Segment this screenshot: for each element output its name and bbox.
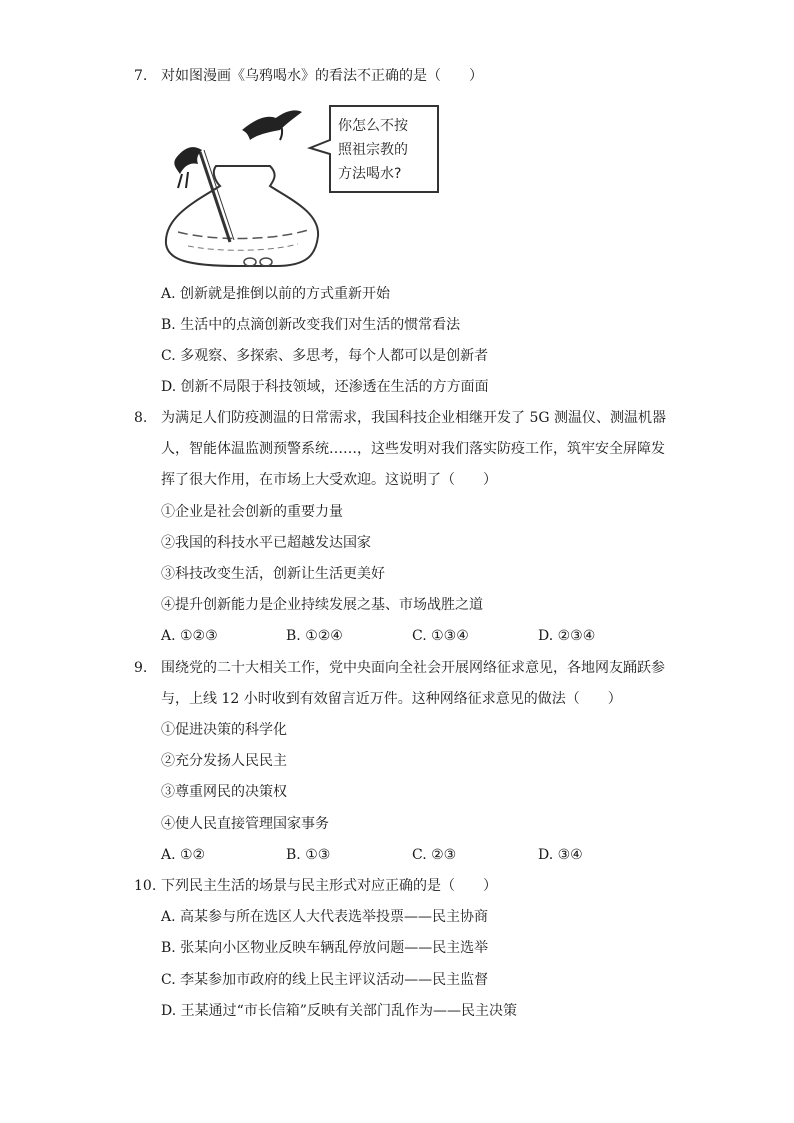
statement-4: ④使人民直接管理国家事务 [161,816,329,832]
choice-a: A. ①② [161,847,206,863]
choice-row [161,845,661,865]
statement-3: ③尊重网民的决策权 [161,784,287,800]
question-number: 7. [134,68,148,84]
statement-4: ④提升创新能力是企业持续发展之基、市场战胜之道 [161,597,483,613]
choice-d: D. ②③④ [538,628,596,644]
choice-d: D. ③④ [538,847,583,863]
option-b: B. 生活中的点滴创新改变我们对生活的惯常看法 [161,317,461,333]
question-stem-line-2: 与，上线 12 小时收到有效留言近万件。这种网络征求意见的做法（ ） [161,691,622,707]
statement-3: ③科技改变生活，创新让生活更美好 [161,566,385,582]
option-a: A. 高某参与所在选区人大代表选举投票——民主协商 [161,909,489,925]
option-c: C. 李某参加市政府的线上民主评议活动——民主监督 [161,972,489,988]
statement-2: ②充分发扬人民民主 [161,753,287,769]
question-stem: 下列民主生活的场景与民主形式对应正确的是（ ） [161,878,497,894]
question-stem-line-2: 人，智能体温监测预警系统……，这些发明对我们落实防疫工作，筑牢安全屏障发 [161,441,665,457]
choice-b: B. ①②④ [286,628,343,644]
question-stem-line-1: 为满足人们防疫测温的日常需求，我国科技企业相继开发了 5G 测温仪、测温机器 [161,410,666,426]
option-c: C. 多观察、多探索、多思考，每个人都可以是创新者 [161,348,489,364]
choice-a: A. ①②③ [161,628,218,644]
question-number: 10. [134,878,157,894]
choice-c: C. ①③④ [412,628,469,644]
bubble-line-1: 你怎么不按 [338,118,408,134]
statement-1: ①促进决策的科学化 [161,722,287,738]
choice-b: B. ①③ [286,847,331,863]
option-d: D. 创新不局限于科技领域，还渗透在生活的方方面面 [161,379,489,395]
statement-1: ①企业是社会创新的重要力量 [161,504,343,520]
bubble-line-3: 方法喝水? [338,166,402,182]
choice-row [161,626,661,646]
question-number: 8. [134,410,148,426]
bubble-line-2: 照祖宗教的 [338,142,408,158]
question-stem-line-3: 挥了很大作用，在市场上大受欢迎。这说明了（ ） [161,472,497,488]
statement-2: ②我国的科技水平已超越发达国家 [161,535,371,551]
option-d: D. 王某通过“市长信箱”反映有关部门乱作为——民主决策 [161,1003,517,1019]
question-number: 9. [134,660,148,676]
option-b: B. 张某向小区物业反映车辆乱停放问题——民主选举 [161,940,489,956]
choice-c: C. ②③ [412,847,457,863]
question-stem-line-1: 围绕党的二十大相关工作，党中央面向全社会开展网络征求意见，各地网友踊跃参 [161,660,665,676]
question-stem: 对如图漫画《乌鸦喝水》的看法不正确的是（ ） [161,68,483,84]
option-a: A. 创新就是推倒以前的方式重新开始 [161,286,391,302]
crow-drinking-cartoon [158,104,448,268]
